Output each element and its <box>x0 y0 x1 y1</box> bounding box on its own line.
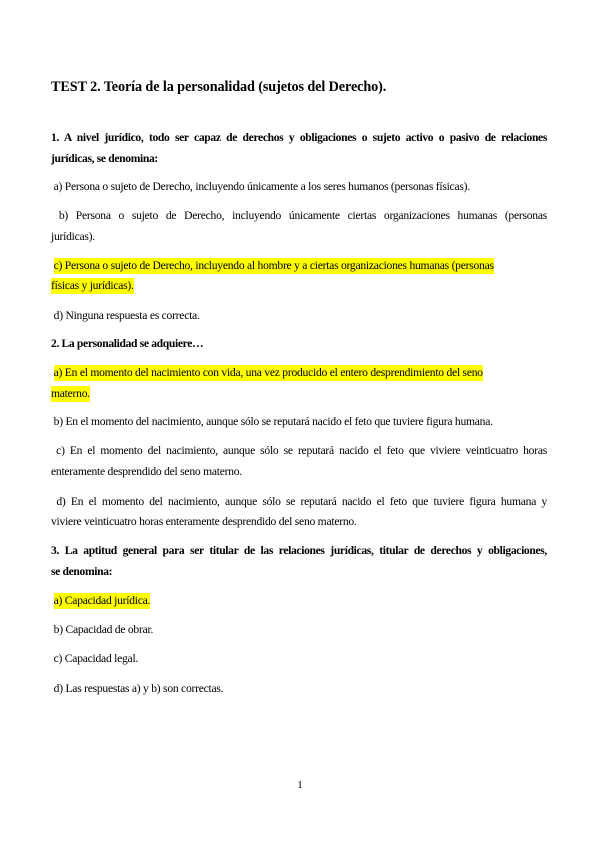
option-text: d) Las respuestas a) y b) son correctas. <box>53 682 224 695</box>
question-2-option-c-line-1 <box>51 441 547 461</box>
question-3-line-1: 3. La aptitud general para ser titular de las relaciones jurídicas, titular de derechos y obligaciones, <box>51 544 547 557</box>
question-1-line-2: jurídicas, se denomina: <box>51 152 158 165</box>
question-1-option-d <box>51 306 547 326</box>
question-1-option-b-line-1 <box>51 206 547 226</box>
question-3-option-a <box>51 591 547 611</box>
option-text: c) Capacidad legal. <box>53 652 139 665</box>
option-text: b) Persona o sujeto de Derecho, incluyendo únicamente ciertas organizaciones humanas (personas <box>58 209 547 222</box>
option-text: b) En el momento del nacimiento, aunque sólo se reputará nacido el feto que tuviere figura humana. <box>53 415 493 428</box>
question-2-option-c-line-2: enteramente desprendido del seno materno. <box>51 465 242 478</box>
question-3-option-b <box>51 620 547 640</box>
page-number: 1 <box>297 779 303 791</box>
question-1-option-b-line-2: jurídicas). <box>51 230 95 243</box>
option-text: c) En el momento del nacimiento, aunque sólo se reputará nacido el feto que viviere veinticuatro horas <box>56 444 547 457</box>
question-3-option-c <box>51 649 547 669</box>
highlighted-answer: físicas y jurídicas). <box>51 279 134 292</box>
question-2-option-a-line-1 <box>51 363 547 383</box>
question-3-option-d <box>51 679 547 699</box>
test-title: TEST 2. Teoría de la personalidad (sujetos del Derecho). <box>51 79 387 95</box>
option-text: d) En el momento del nacimiento, aunque sólo se reputará nacido el feto que tuviere figura humana y <box>56 495 547 508</box>
option-text: d) Ninguna respuesta es correcta. <box>53 309 200 322</box>
question-2-option-b <box>51 412 547 432</box>
question-2-option-d-line-2: viviere veinticuatro horas enteramente desprendido del seno materno. <box>51 515 357 528</box>
question-2-line-1: 2. La personalidad se adquiere… <box>51 337 204 350</box>
question-1-option-c-line-2 <box>51 276 547 296</box>
question-1-option-c-line-1 <box>51 256 547 276</box>
question-3-line-2: se denomina: <box>51 565 113 578</box>
question-2-option-a-line-2 <box>51 384 547 404</box>
highlighted-answer: c) Persona o sujeto de Derecho, incluyendo al hombre y a ciertas organizaciones humanas (personas <box>53 259 494 272</box>
highlighted-answer: a) Capacidad jurídica. <box>53 594 151 607</box>
question-1-option-a <box>51 177 547 197</box>
option-text: b) Capacidad de obrar. <box>53 623 154 636</box>
highlighted-answer: a) En el momento del nacimiento con vida, una vez producido el entero desprendimiento del seno <box>53 366 483 379</box>
highlighted-answer: materno. <box>51 387 90 400</box>
question-2-option-d-line-1 <box>51 492 547 512</box>
option-text: a) Persona o sujeto de Derecho, incluyendo únicamente a los seres humanos (personas físicas). <box>53 180 470 193</box>
question-1-line-1: 1. A nivel jurídico, todo ser capaz de derechos y obligaciones o sujeto activo o pasivo de relaciones <box>51 131 547 144</box>
